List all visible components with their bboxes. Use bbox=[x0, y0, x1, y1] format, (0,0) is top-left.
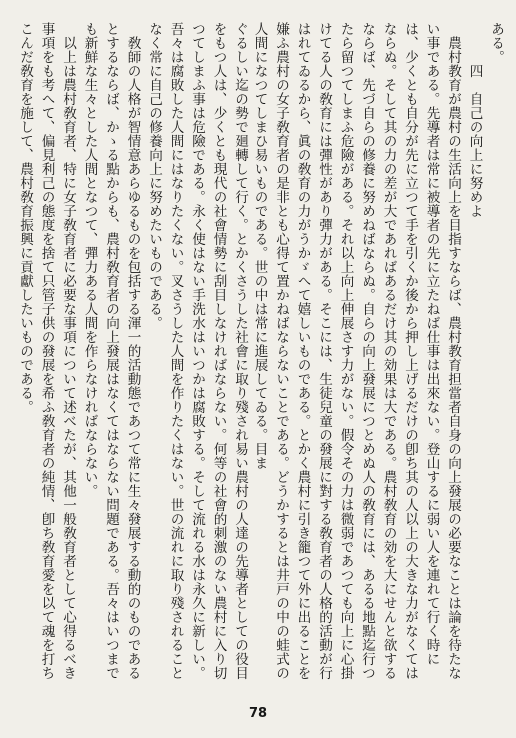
left-text-column bbox=[10, 22, 250, 682]
right-column-text: ある。 四 自己の向上に努めよ 農村教育が農村の生活向上を目指すならば、農村教育担當者自身の向上發展の必要なことは論を待たない事である。先導者は常に被導者の先に立たねば仕事は出來ない。登山するに弱い人を連れて行く時には、少くとも自分が先に立つて手を引くか後から押し上げるだけの卽ち其の人以上の大きな力がなくてはならぬ。そして其の力の差が大であればあるだけ其の効果は大である。農村敎育の効を大にせんと欲するならば、先づ自らの修養に努めねばならぬ。自らの向上發展につとめぬ人の敎育には、あるる地點迄行つたら留つてしまふ危險がある。それ以上向上伸展さす力がない。假令その力は微弱であつても向上に心掛けてる人の敎育には彈性があり彈力がある。そこには、生徒兒童の發展に對する敎育者の人格的活動が行はれてゐるから、眞の敎育の力がうかゞへて嬉しいものである。とかく農村に引き籠つて外に出ることを嫌ふ農村の女子敎育者の是非とも心得て置かねばならないことである。どうかするとは井戸の中の蛙式の人間になつてしまひ易いものである。世の中は常に進展してゐる。目ま bbox=[251, 22, 504, 680]
page-number: 78 bbox=[248, 706, 268, 721]
left-column-text: ぐるしい迄の勢で廻轉して行く。とかくさうした社會に取り殘され易い農村の人達の先導者としての役目をもつ人は、少くとも現代の社會情勢に刮目しなければならない。何等の社會的刺激のない農村に入り切つてしまふ事は危險である。永く使はない手洗水はいつかは腐敗する。そして流れる水は永久に新しい。吾々は腐敗した人間にはなりたくない。叉さうした人間を作りたくはない。世の流れに取り殘されることなく常に自己の修養向上に努めたいものである。 敎師の人格が智情意あらゆるものを包括する渾一的活動態であつて常に生々發展する動的のものであるとするならば、かゝる點からも、農村敎育者の向上發展はなくてはならない問題である。吾々はいつまでも新鮮な生々とした人間となつて、彈力ある人間を作らなければならない。 以上は農村敎育者、特に女子敎育者に必要な事項について述べたが、其他一般敎育者として心得るべき事項をも考へて、偏見利己の態度を捨て只管子供の發展を希ふ敎育者の純情、卽ち敎育愛を以て魂を打ちこんだ敎育を施して、農村敎育振興に貢獻したいものである。 bbox=[17, 22, 248, 680]
right-text-column bbox=[251, 22, 506, 682]
